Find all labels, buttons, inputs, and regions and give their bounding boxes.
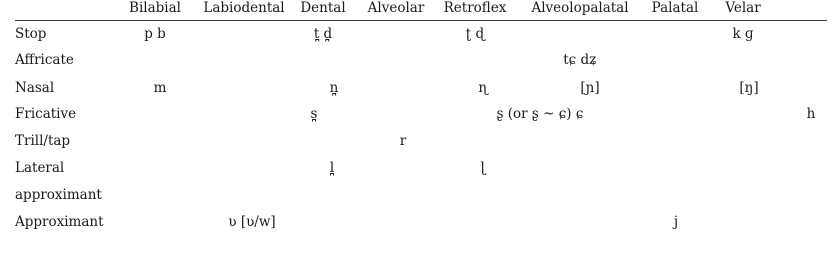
col-header-velar: Velar [725, 0, 761, 16]
col-header-palatal: Palatal [651, 0, 699, 16]
cell-stop-bilabial: p b [144, 26, 166, 42]
cell-stop-velar: k ɡ [732, 26, 754, 42]
col-header-alveolopalatal: Alveolopalatal [531, 0, 629, 16]
cell-approximant-palatal: j [673, 214, 679, 230]
cell-lateral-dental: l̪ [329, 160, 335, 176]
row-label-approximant: Approximant [15, 214, 104, 230]
cell-lateral-retroflex: ɭ [480, 160, 486, 176]
col-header-labiodental: Labiodental [203, 0, 285, 16]
row-label-nasal: Nasal [15, 80, 55, 96]
cell-nasal-alveolopalatal: [ɲ] [580, 80, 600, 96]
cell-fricative-dental: s̪ [310, 106, 318, 122]
col-header-bilabial: Bilabial [129, 0, 181, 16]
cell-nasal-retroflex: ɳ [478, 80, 488, 96]
col-header-retroflex: Retroflex [443, 0, 507, 16]
row-label-lateral: Lateral [15, 160, 65, 176]
cell-approximant-labiodental: ʋ [ʋ/w] [228, 214, 276, 230]
cell-trill-alveolar: r [399, 133, 407, 149]
cell-nasal-dental: n̪ [329, 80, 339, 96]
row-label-affricate: Affricate [15, 52, 74, 68]
cell-fricative-glottal: h [806, 106, 816, 122]
row-label-fricative: Fricative [15, 106, 77, 122]
col-header-dental: Dental [300, 0, 346, 16]
cell-stop-retroflex: ʈ ɖ [465, 26, 485, 42]
cell-nasal-bilabial: m [153, 80, 167, 96]
header-rule [15, 20, 827, 21]
cell-nasal-velar: [ŋ] [739, 80, 759, 96]
col-header-alveolar: Alveolar [367, 0, 425, 16]
cell-fricative-retroflex-alveolopalatal: ʂ (or ʂ ~ ɕ) ɕ [496, 106, 584, 122]
cell-affricate-alveolopalatal: tɕ dʑ [563, 52, 597, 68]
row-label-approximant-cont: approximant [15, 187, 102, 203]
cell-stop-dental: t̪ d̪ [313, 26, 333, 42]
row-label-trill-tap: Trill/tap [15, 133, 71, 149]
row-label-stop: Stop [15, 26, 47, 42]
